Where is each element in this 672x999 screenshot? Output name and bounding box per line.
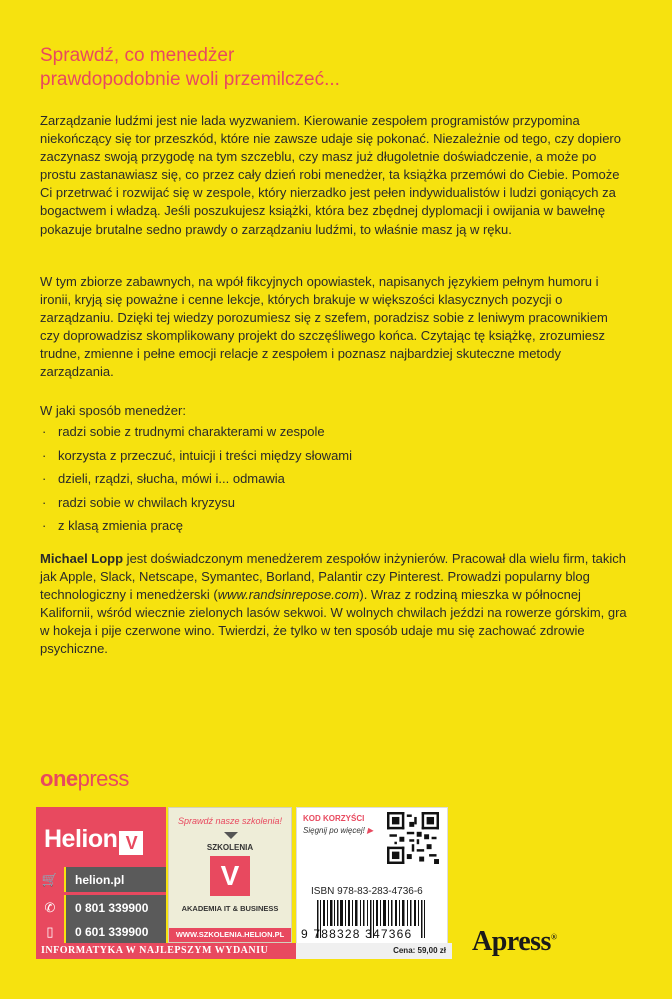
play-icon: ▶ (367, 826, 374, 835)
isbn-number: ISBN 978-83-283-4736-6 (311, 886, 423, 897)
author-bio: Michael Lopp jest doświadczonym menedżerem zespołów inżynierów. Pracował dla wielu firm, takich jak Apple, Slack, Netscape, Symantec, Borland, Palantir czy Pinterest. Prowadzi popularny blog technologiczny i menedżerski (www.randsinrepose.com). Wraz z rodziną mieszka w północnej Kalifornii, wśród wiecznie zielonych lasów sekwoi. W wolnych chwilach jeździ na rowerze górskim, gra w hokeja i pije czerwone wino. Twierdzi, że tylko w ten sposób udaje mu się zachować zdrowie psychiczne. (40, 551, 627, 657)
helion-panel (36, 807, 166, 943)
price-label: Cena: 59,00 zł (296, 943, 452, 959)
headline-line-2: prawdopodobnie woli przemilczeć... (40, 69, 340, 90)
list-item: · dzieli, rządzi, słucha, mówi i... odmawia (42, 467, 542, 491)
list-item: · radzi sobie w chwilach kryzysu (42, 491, 542, 515)
feature-list (42, 420, 542, 538)
list-item: · z klasą zmienia pracę (42, 514, 542, 538)
qr-code-icon[interactable] (387, 812, 439, 864)
szkolenia-label: SZKOLENIA (206, 843, 254, 852)
contact-phone[interactable]: ✆ 0 801 339900 (36, 895, 166, 920)
back-cover-headline (40, 44, 600, 92)
mobile-icon: ▯ (36, 919, 66, 944)
helion-logo: Helion V (44, 825, 143, 855)
blog-url[interactable]: www.randsinrepose.com (217, 587, 360, 603)
apress-logo: Apress® (472, 926, 557, 957)
description-paragraph-1: Zarządzanie ludźmi jest nie lada wyzwaniem. Kierowanie zespołem programistów przypomina niekończący się tor przeszkód, które nie zawsze udaje się pokonać. Niezależnie od tego, czy dopiero zaczynasz swoją przygodę na tym szczeblu, czy masz już długoletnie doświadczenie, a może po prostu zastanawiasz się, co przez cały dzień robi menedżer, ta książka przemówi do Ciebie. Pomoże Ci przetrwać i rozwijać się w zespole, który nierzadko jest pełen indywidualistów i ludzi goniących za bogactwem i władzą. Jeśli poszukujesz książki, która bez zbędnej dyplomacji i owijania w bawełnę pokazuje brutalne sedno prawdy o zarządzaniu ludźmi, to właśnie masz ją w ręku. (40, 113, 621, 237)
helion-mark-icon: V (119, 831, 143, 855)
bullet-glyph: · (42, 518, 47, 533)
barcode-panel (296, 807, 448, 957)
szkolenia-note: Sprawdź nasze szkolenia! (177, 816, 283, 826)
list-item: · radzi sobie z trudnymi charakterami w zespole (42, 420, 542, 444)
headline-line-1: Sprawdź, co menedżer (40, 45, 235, 66)
list-intro: W jaki sposób menedżer: (40, 403, 186, 418)
bullet-glyph: · (42, 424, 47, 439)
onepress-logo: onepress (40, 766, 129, 791)
bullet-glyph: · (42, 471, 47, 486)
kod-subtitle: Sięgnij po więcej! ▶ (303, 826, 374, 835)
helion-tagline: INFORMATYKA W NAJLEPSZYM WYDANIU (36, 943, 452, 959)
szkolenia-panel (168, 807, 292, 943)
barcode-digits: 9 788328 347366 (301, 927, 413, 941)
description-paragraph-2: W tym zbiorze zabawnych, na wpół fikcyjnych opowiastek, napisanych językiem pełnym humoru i ironii, kryją się poważne i cenne lekcje, których brakuje w większości klasycznych pozycji o zarządzaniu. Dzięki tej wiedzy porozumiesz się z szefem, poradzisz sobie z leniwym pracownikiem czy doprowadzisz skomplikowany projekt do szczęśliwego końca. Czytając tę książkę, zrozumiesz trudne, zmienne i pełne emocji relacje z zespołem i poznasz najbardziej skuteczne metody zarządzania. (40, 274, 608, 380)
kod-title: KOD KORZYŚCI (303, 814, 365, 823)
contact-website[interactable]: 🛒 helion.pl (36, 867, 166, 892)
szkolenia-url[interactable]: WWW.SZKOLENIA.HELION.PL (169, 928, 291, 942)
szkolenia-subtitle: AKADEMIA IT & BUSINESS (181, 904, 279, 913)
contact-mobile[interactable]: ▯ 0 601 339900 (36, 919, 166, 944)
list-item: · korzysta z przeczuć, intuicji i treści między słowami (42, 444, 542, 468)
szkolenia-logo: V (210, 856, 250, 896)
phone-icon: ✆ (36, 895, 66, 920)
arrow-down-icon (224, 832, 238, 839)
author-name: Michael Lopp (40, 551, 124, 566)
cart-icon: 🛒 (36, 867, 66, 892)
bullet-glyph: · (42, 447, 47, 463)
bullet-glyph: · (42, 494, 47, 510)
